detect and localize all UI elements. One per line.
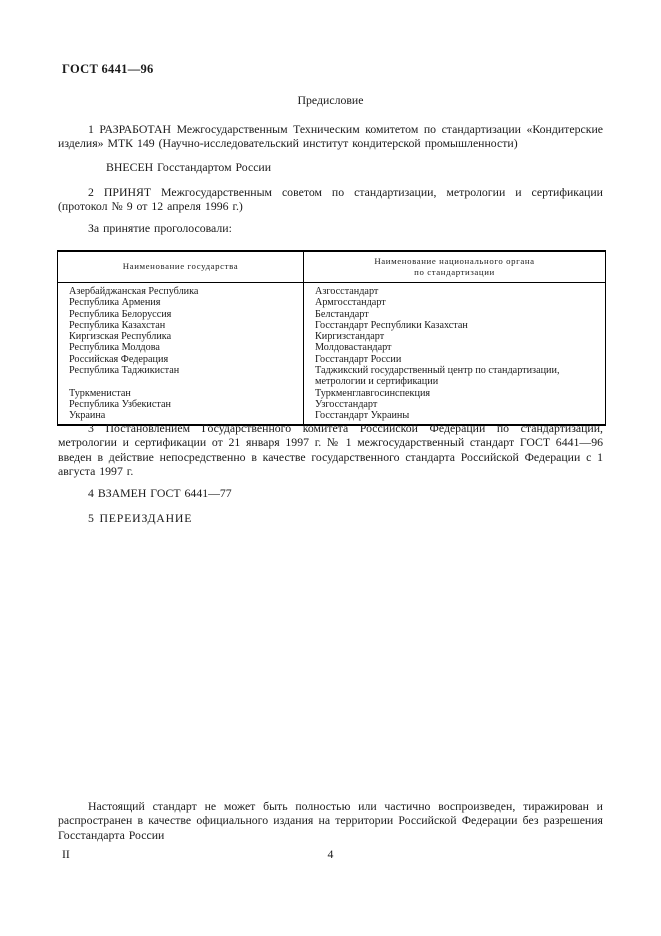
state-cell: Туркменистан [69, 387, 131, 399]
standard-body-cell: Киргизстандарт [304, 331, 606, 342]
clause-5-reissue: 5 ПЕРЕИЗДАНИЕ [88, 511, 193, 525]
state-cell: Республика Армения [69, 297, 161, 309]
standard-body-cell: Белстандарт [304, 309, 606, 320]
standard-body-cell: Госстандарт России [304, 354, 606, 365]
footer-page-number: 4 [327, 847, 334, 861]
clause-1-submitted: ВНЕСЕН Госстандартом России [106, 160, 272, 174]
state-cell: Киргизская Республика [69, 331, 172, 343]
standard-body-cell: Узгосстандарт [304, 399, 606, 410]
col-header-national-body-line1: Наименование национального органа [374, 256, 535, 266]
standard-body-cell: Туркменглавгосинспекция [304, 388, 606, 399]
state-cell: Российская Федерация [69, 353, 169, 365]
footer-roman-numeral: II [62, 847, 70, 861]
table-row [58, 365, 606, 388]
table-row [58, 283, 606, 298]
table-row [58, 309, 606, 320]
standard-body-cell: Госстандарт Украины [304, 410, 606, 424]
vote-table [57, 250, 606, 426]
state-cell: Украина [69, 410, 106, 422]
standard-body-cell: Молдовастандарт [304, 342, 606, 353]
page-title: Предисловие [297, 93, 364, 107]
standard-body-cell: Госстандарт Республики Казахстан [304, 320, 606, 331]
copyright-note: Настоящий стандарт не может быть полностью или частично воспроизведен, тиражирован и распространен в качестве официального издания на территории Российской Федерации без разрешения Госстандарта России [58, 799, 603, 842]
state-cell: Республика Молдова [69, 342, 160, 354]
state-cell: Республика Казахстан [69, 319, 166, 331]
table-row [58, 297, 606, 308]
table-row [58, 331, 606, 342]
state-cell: Республика Таджикистан [69, 365, 180, 377]
doc-number: ГОСТ 6441—96 [62, 62, 154, 76]
col-header-state: Наименование государства [58, 251, 304, 283]
clause-3-decree: 3 Постановлением Государственного комитета Российской Федерации по стандартизации, метрологии и сертификации от 21 января 1997 г. № 1 межгосударственный стандарт ГОСТ 6441—96 введен в действие непосредственно в качестве государственного стандарта Российской Федерации с 1 августа 1997 г. [58, 421, 603, 479]
col-header-national-body [304, 251, 606, 283]
state-cell: Республика Узбекистан [69, 398, 171, 410]
col-header-national-body-line2: по стандартизации [414, 266, 495, 277]
table-row [58, 388, 606, 399]
table-row [58, 320, 606, 331]
standard-body-cell: Азгосстандарт [304, 283, 606, 298]
standard-body-cell: Армгосстандарт [304, 297, 606, 308]
vote-intro: За принятие проголосовали: [88, 221, 232, 235]
clause-4-replaces: 4 ВЗАМЕН ГОСТ 6441—77 [88, 486, 232, 500]
clause-1-developed: 1 РАЗРАБОТАН Межгосударственным Техническим комитетом по стандартизации «Кондитерские изделия» МТК 149 (Научно-исследовательский институт кондитерской промышленности) [58, 122, 603, 151]
standard-body-cell: Таджикский государственный центр по стандартизации, метрологии и сертификации [304, 365, 606, 388]
table-row [58, 399, 606, 410]
vote-table-header-row [58, 251, 606, 283]
clause-2-adopted: 2 ПРИНЯТ Межгосударственным советом по стандартизации, метрологии и сертификации (протокол № 9 от 12 апреля 1996 г.) [58, 185, 603, 214]
table-row [58, 354, 606, 365]
state-cell: Республика Белоруссия [69, 308, 172, 320]
table-row [58, 342, 606, 353]
state-cell: Азербайджанская Республика [69, 286, 199, 297]
